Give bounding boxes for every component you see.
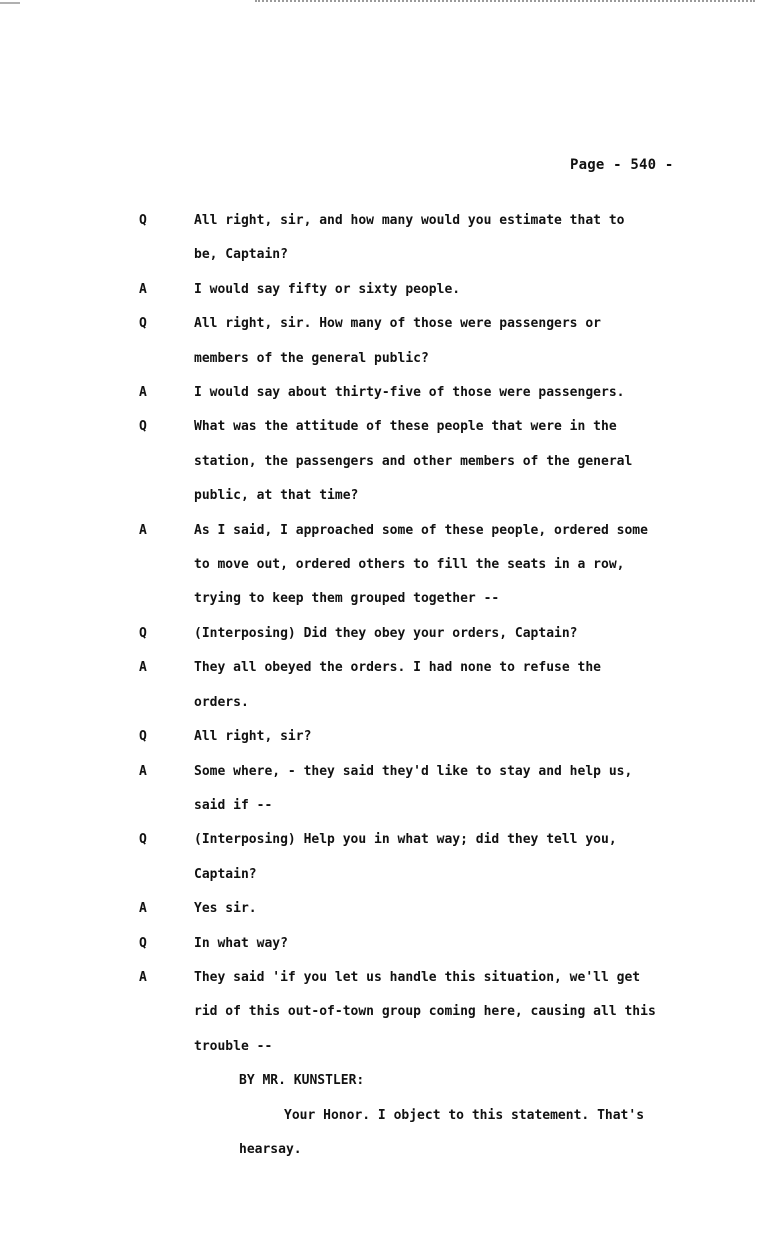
testimony-line: I would say about thirty-five of those were passengers. (194, 385, 625, 401)
attribution-heading: BY MR. KUNSTLER: (239, 1073, 365, 1089)
header-dotted-line (255, 0, 755, 6)
speaker-label: A (139, 522, 147, 538)
objection-line: Your Honor. I object to this statement. That's (284, 1107, 645, 1123)
speaker-label: Q (139, 213, 147, 228)
testimony-line: Yes sir. (194, 901, 257, 917)
speaker-label: A (139, 281, 147, 297)
testimony-text (194, 617, 739, 651)
testimony-text (194, 410, 739, 513)
testimony-text (194, 514, 739, 617)
testimony-text (194, 307, 739, 376)
testimony-line: trying to keep them grouped together -- (194, 591, 500, 607)
testimony-text (194, 823, 739, 892)
testimony-line: They all obeyed the orders. I had none to refuse the (194, 660, 601, 676)
testimony-text (194, 927, 739, 961)
testimony-line: be, Captain? (194, 247, 288, 263)
testimony-text (194, 961, 739, 1064)
speaker-label: A (139, 385, 147, 401)
objection-text (239, 1099, 739, 1168)
transcript-entry (0, 720, 763, 754)
speaker-label: Q (139, 625, 147, 641)
transcript-entry (0, 617, 763, 651)
testimony-text (194, 892, 739, 926)
testimony-line: As I said, I approached some of these people, ordered some (194, 522, 648, 538)
speaker-label: Q (139, 935, 147, 951)
page-number: Page - 540 - (570, 157, 674, 173)
corner-mark (0, 2, 20, 4)
testimony-line: They said 'if you let us handle this situation, we'll get (194, 969, 641, 985)
objection-line: hearsay. (239, 1141, 302, 1157)
testimony-text (194, 376, 739, 410)
speaker-label: Q (139, 419, 147, 435)
testimony-line: members of the general public? (194, 350, 429, 366)
testimony-line: to move out, ordered others to fill the seats in a row, (194, 557, 625, 573)
transcript-entry (0, 823, 763, 892)
transcript-entry (0, 410, 763, 513)
testimony-line: (Interposing) Help you in what way; did they tell you, (194, 832, 617, 848)
testimony-text (194, 204, 739, 273)
transcript-entry (0, 755, 763, 824)
testimony-line: Captain? (194, 866, 257, 882)
speaker-label: A (139, 901, 147, 917)
testimony-line: trouble -- (194, 1038, 273, 1054)
transcript-entry (0, 514, 763, 617)
testimony-line: said if -- (194, 797, 273, 813)
transcript-entry (0, 204, 763, 273)
speaker-label: Q (139, 832, 147, 848)
speaker-label: Q (139, 729, 147, 745)
speaker-label: A (139, 660, 147, 676)
testimony-line: public, at that time? (194, 488, 359, 504)
testimony-line: station, the passengers and other members of the general (194, 453, 633, 469)
testimony-line: Some where, - they said they'd like to stay and help us, (194, 763, 633, 779)
testimony-line: (Interposing) Did they obey your orders, Captain? (194, 625, 578, 641)
testimony-line: What was the attitude of these people that were in the (194, 419, 617, 435)
speaker-label: A (139, 969, 147, 985)
testimony-line: orders. (194, 694, 249, 710)
testimony-line: All right, sir. How many of those were passengers or (194, 316, 601, 332)
testimony-line: In what way? (194, 935, 288, 951)
testimony-line: All right, sir, and how many would you estimate that to (194, 213, 625, 228)
transcript-entry (0, 307, 763, 376)
testimony-text (194, 755, 739, 824)
testimony-line: rid of this out-of-town group coming here, causing all this (194, 1004, 656, 1020)
transcript-body (0, 204, 763, 1167)
speaker-label: Q (139, 316, 147, 332)
testimony-text (194, 273, 739, 307)
testimony-text (194, 651, 739, 720)
testimony-text (194, 720, 739, 754)
testimony-line: I would say fifty or sixty people. (194, 281, 461, 297)
transcript-entry (0, 892, 763, 926)
transcript-entry (0, 376, 763, 410)
speaker-label: A (139, 763, 147, 779)
transcript-entry (0, 927, 763, 961)
transcript-entry (0, 651, 763, 720)
transcript-entry (0, 961, 763, 1064)
transcript-entry (0, 273, 763, 307)
testimony-line: All right, sir? (194, 729, 312, 745)
